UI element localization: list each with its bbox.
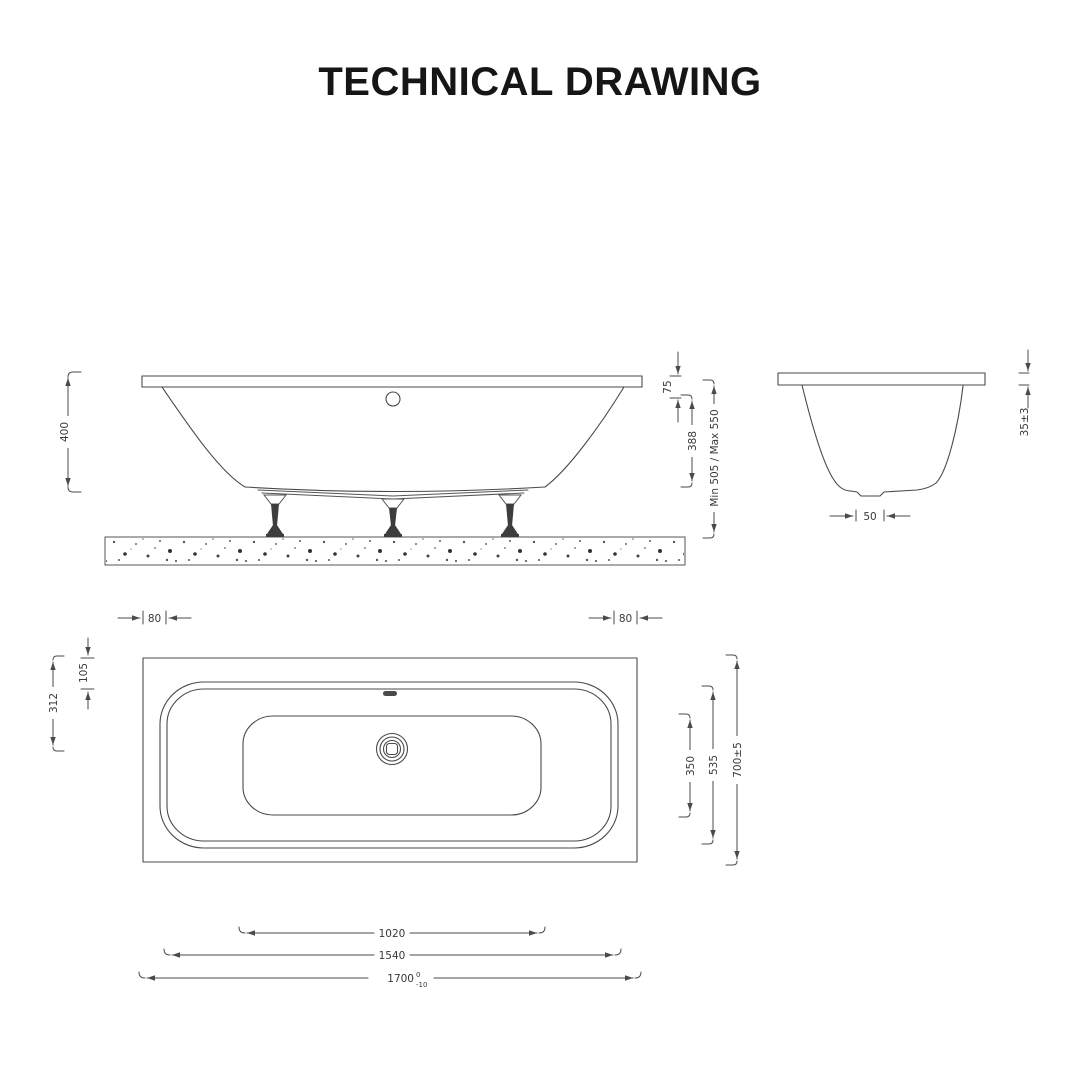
dim-label-rim-thickness: 35±3	[1019, 407, 1031, 437]
dim-floor-width-350	[679, 714, 697, 817]
dim-label-floor-length: 1020	[378, 928, 406, 940]
dim-install-height	[703, 380, 721, 538]
dim-label-overall-length-tol-upper: 0	[416, 971, 421, 979]
dim-label-edge-left: 80	[147, 613, 162, 625]
page-title: TECHNICAL DRAWING	[318, 60, 762, 104]
dim-label-overall-length-tol-lower: -10	[416, 981, 428, 989]
bath-legs	[264, 495, 521, 537]
dim-waste-centre-312	[45, 656, 64, 751]
dim-label-floor-width: 350	[685, 755, 697, 777]
overflow-hole-icon	[386, 392, 400, 406]
dim-rim-thickness	[1019, 350, 1031, 436]
dim-label-overall-width: 700±5	[732, 742, 744, 778]
bath-rim-outer	[160, 682, 618, 848]
dim-inner-width-535	[702, 686, 720, 844]
dim-label-depth: 400	[59, 421, 71, 443]
bath-rim-inner	[167, 689, 611, 841]
leg	[499, 495, 521, 537]
dim-depth-400	[56, 372, 81, 492]
plan-view	[30, 600, 770, 1010]
dim-body-height-388	[681, 395, 699, 487]
bath-plan-outline	[143, 658, 637, 862]
overflow-slot-icon	[383, 691, 397, 696]
dim-label-inner-width: 535	[708, 754, 720, 776]
dim-label-edge-right: 80	[618, 613, 633, 625]
dim-label-waste-centre: 312	[48, 692, 60, 714]
side-elevation-view	[40, 340, 760, 580]
dim-edge-offset-right	[589, 611, 662, 625]
end-elevation-view	[760, 340, 1060, 570]
bath-end-outline	[778, 373, 985, 496]
bath-rim-band	[142, 376, 642, 387]
leg	[264, 495, 286, 537]
dim-label-rim-length: 1540	[378, 950, 406, 962]
waste-drain-icon	[377, 734, 408, 765]
dim-rim-length-1540	[164, 949, 621, 962]
dim-rim-inset-105	[78, 638, 94, 709]
dim-floor-length-1020	[239, 927, 545, 940]
bath-rim-band	[778, 373, 985, 385]
dim-rim-height-75	[662, 352, 681, 422]
leg	[382, 499, 404, 537]
dim-label-install-height: Min 505 / Max 550	[709, 409, 721, 507]
bath-side-outline	[142, 376, 642, 499]
floor-slab	[105, 537, 685, 565]
bath-end-shell	[802, 385, 963, 496]
dim-label-body-height: 388	[687, 430, 699, 452]
dim-label-rim-height: 75	[662, 380, 674, 394]
dim-overall-length-1700	[139, 971, 641, 989]
bath-floor-edge	[243, 716, 541, 815]
dim-overall-width-700	[726, 655, 744, 865]
dim-edge-offset-left	[118, 611, 191, 625]
dim-waste-recess-50	[830, 510, 910, 523]
dim-label-rim-inset: 105	[78, 662, 90, 684]
dim-label-overall-length: 1700	[387, 973, 414, 985]
dim-label-waste-recess: 50	[863, 511, 877, 523]
